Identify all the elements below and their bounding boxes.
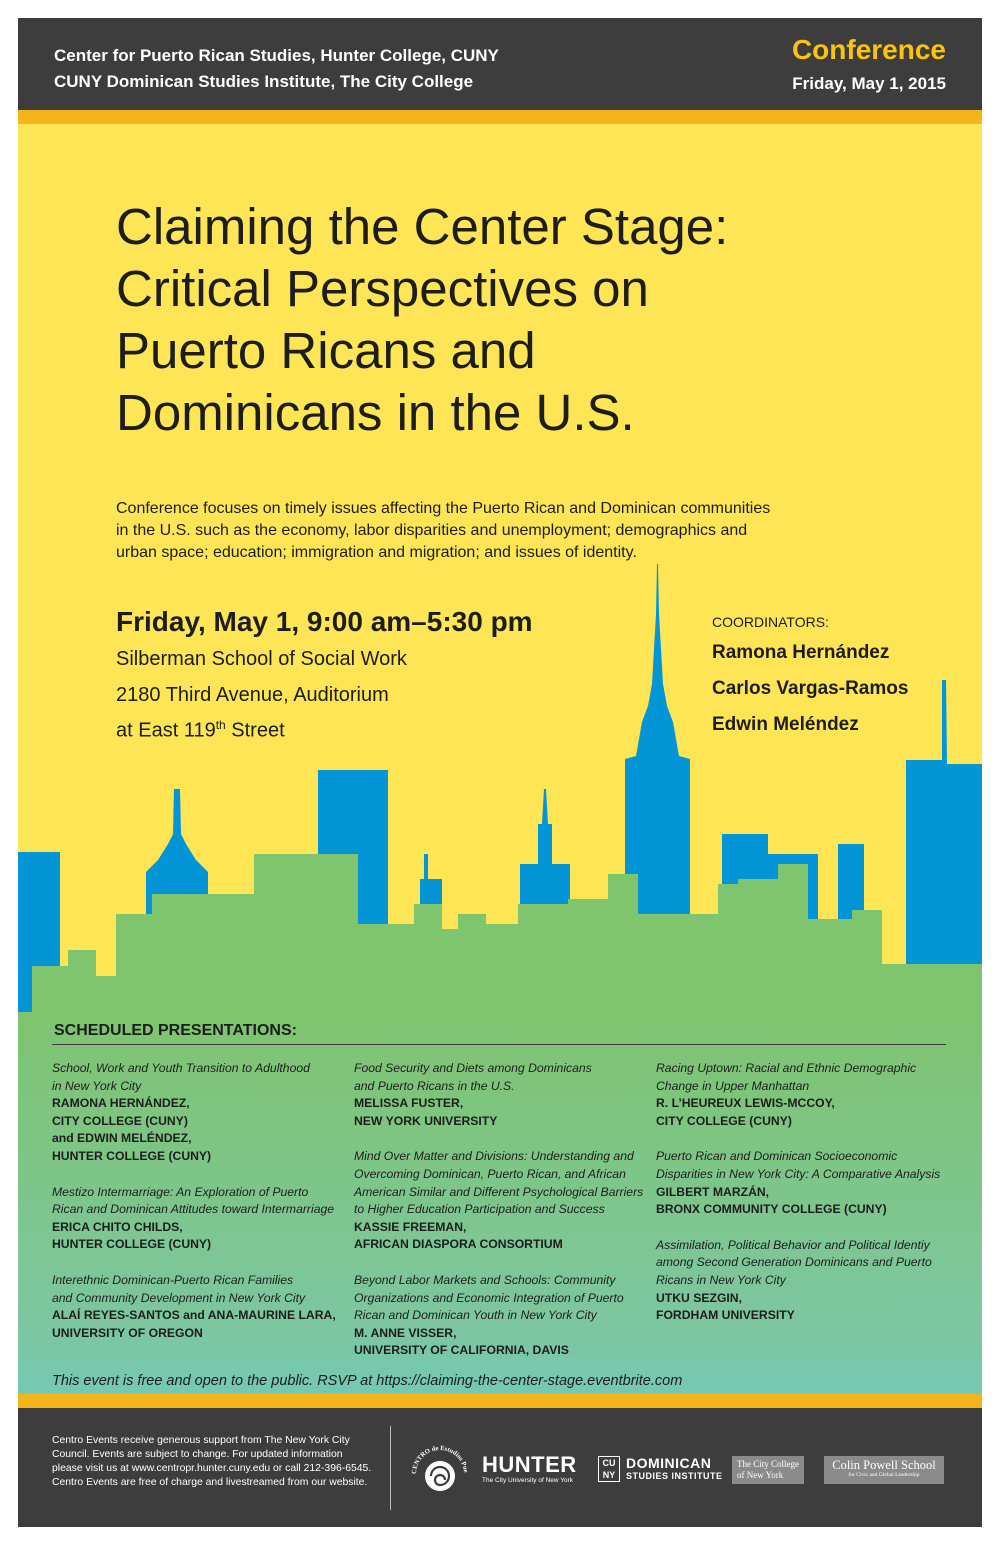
cps-logo-name: Colin Powell School <box>832 1458 936 1472</box>
cross-street-prefix: at East 119 <box>116 719 216 742</box>
presentation-title-line: Racing Uptown: Racial and Ethnic Demographic <box>656 1061 917 1075</box>
presentation-title-line: Rican and Dominican Attitudes toward Intermarriage <box>52 1202 335 1217</box>
title-line-1: Claiming the Center Stage: <box>116 198 729 255</box>
conference-title <box>116 196 936 444</box>
venue-name: Silberman School of Social Work <box>116 648 407 670</box>
presentation-title-line: Overcoming Dominican, Puerto Rican, and African <box>354 1166 626 1181</box>
support-line: please visit us at www.centropr.hunter.cuny.edu or call 212-396-6545. <box>52 1463 372 1474</box>
schedule-column <box>354 1060 644 1378</box>
coordinator-name: Edwin Meléndez <box>712 714 859 735</box>
support-line: Centro Events receive generous support from The New York City <box>52 1435 350 1446</box>
presenter-line: AFRICAN DIASPORA CONSORTIUM <box>354 1237 563 1252</box>
presentation-title-line: Puerto Rican and Dominican Socioeconomic <box>656 1149 898 1164</box>
conference-description <box>116 498 886 564</box>
colin-powell-school-logo <box>824 1456 944 1484</box>
coordinator-name: Ramona Hernández <box>712 642 890 663</box>
presenter-line: and EDWIN MELÉNDEZ, <box>52 1131 192 1146</box>
organizer-line-2: CUNY Dominican Studies Institute, The City College <box>54 72 474 91</box>
presentation-title-line: Mestizo Intermarriage: An Exploration of Puerto <box>52 1184 309 1199</box>
dsi-logo-line-2: STUDIES INSTITUTE <box>626 1471 723 1481</box>
rsvp-notice: This event is free and open to the public. RSVP at https://claiming-the-center-stage.eventbrite.com <box>52 1373 683 1389</box>
event-type-label: Conference <box>791 34 946 65</box>
presentation-title-line: Organizations and Economic Integration of Puerto <box>354 1290 624 1305</box>
schedule-column <box>52 1060 342 1360</box>
centro-logo-text: CENTRO de Estudios Pue <box>410 1444 469 1475</box>
presentation-title-line: and Community Development in New York City <box>52 1290 306 1305</box>
description-line-1: Conference focuses on timely issues affecting the Puerto Rican and Dominican communities <box>116 500 771 517</box>
presenter-line: MELISSA FUSTER, <box>354 1096 464 1111</box>
dsi-logo-text <box>626 1456 723 1482</box>
event-date-label: Friday, May 1, 2015 <box>792 74 946 93</box>
coordinator-name: Carlos Vargas-Ramos <box>712 678 909 699</box>
presenter-line: ALAÍ REYES-SANTOS and ANA-MAURINE LARA, <box>52 1308 336 1323</box>
presenter-line: UNIVERSITY OF OREGON <box>52 1325 203 1340</box>
title-line-4: Dominicans in the U.S. <box>116 384 635 441</box>
presentation-title-line: Rican and Dominican Youth in New York City <box>354 1308 597 1323</box>
venue-cross-street <box>116 718 285 743</box>
cross-street-ordinal: th <box>215 718 226 732</box>
cuny-mark-line: CU <box>602 1458 616 1468</box>
presentation-title-line: among Second Generation Dominicans and Puerto <box>656 1255 932 1270</box>
support-line: Centro Events are free of charge and livestreamed from our website. <box>52 1477 368 1488</box>
hunter-college-logo <box>482 1454 577 1485</box>
presentation-title-line: and Puerto Ricans in the U.S. <box>354 1078 515 1093</box>
presentation-title-line: School, Work and Youth Transition to Adulthood <box>52 1061 310 1075</box>
cuny-mark-line: NY <box>602 1470 616 1480</box>
footer-bar <box>18 1408 982 1527</box>
presentation-entry <box>52 1184 342 1254</box>
presentation-title-line: in New York City <box>52 1078 142 1093</box>
schedule-divider <box>52 1044 946 1045</box>
hunter-logo-name: HUNTER <box>482 1452 577 1477</box>
presentation-title-line: Disparities in New York City: A Comparative Analysis <box>656 1166 941 1181</box>
presenter-line: HUNTER COLLEGE (CUNY) <box>52 1148 212 1163</box>
cps-logo-subtitle: for Civic and Global Leadership <box>848 1472 920 1478</box>
presenter-line: GILBERT MARZÁN, <box>656 1184 770 1199</box>
support-line: Council. Events are subject to change. For updated information <box>52 1449 343 1460</box>
presentation-entry <box>656 1148 946 1218</box>
ccny-logo-line-2: of New York <box>737 1470 784 1480</box>
city-college-logo <box>732 1456 804 1484</box>
presenter-line: BRONX COMMUNITY COLLEGE (CUNY) <box>656 1202 887 1217</box>
presentation-entry <box>52 1272 342 1342</box>
presenter-line: KASSIE FREEMAN, <box>354 1219 467 1234</box>
centro-logo <box>404 1434 476 1506</box>
coordinators-label: COORDINATORS: <box>712 614 829 630</box>
presentation-entry <box>656 1060 946 1130</box>
presenter-line: HUNTER COLLEGE (CUNY) <box>52 1237 212 1252</box>
event-datetime: Friday, May 1, 9:00 am–5:30 pm <box>116 606 533 637</box>
dominican-studies-institute-logo <box>598 1456 723 1482</box>
presentation-title-line: Ricans in New York City <box>656 1272 786 1287</box>
presenter-line: UTKU SEZGIN, <box>656 1290 742 1305</box>
footer-accent-stripe <box>18 1394 982 1408</box>
presentation-title-line: Mind Over Matter and Divisions: Understanding and <box>354 1149 634 1164</box>
description-line-3: urban space; education; immigration and migration; and issues of identity. <box>116 544 637 561</box>
presentation-entry <box>656 1237 946 1325</box>
presenter-line: R. L’HEUREUX LEWIS-MCCOY, <box>656 1096 835 1111</box>
poster-body <box>18 124 982 1394</box>
description-line-2: in the U.S. such as the economy, labor disparities and unemployment; demographics and <box>116 522 748 539</box>
ccny-logo-line-1: The City College <box>737 1459 799 1469</box>
presenter-line: UNIVERSITY OF CALIFORNIA, DAVIS <box>354 1343 569 1358</box>
footer-divider <box>390 1426 391 1510</box>
schedule-column <box>656 1060 946 1343</box>
presenter-line: CITY COLLEGE (CUNY) <box>656 1113 792 1128</box>
organizer-line-1: Center for Puerto Rican Studies, Hunter College, CUNY <box>54 46 499 65</box>
presentation-entry <box>354 1272 644 1360</box>
presentation-title-line: Beyond Labor Markets and Schools: Community <box>354 1272 616 1287</box>
cross-street-suffix: Street <box>225 719 285 742</box>
cuny-mark-icon <box>598 1456 620 1482</box>
presentation-title-line: Change in Upper Manhattan <box>656 1078 810 1093</box>
title-line-2: Critical Perspectives on <box>116 260 649 317</box>
conference-poster <box>18 18 982 1527</box>
venue-address: 2180 Third Avenue, Auditorium <box>116 684 389 706</box>
title-line-3: Puerto Ricans and <box>116 322 536 379</box>
presenter-line: FORDHAM UNIVERSITY <box>656 1308 795 1323</box>
header-bar <box>18 18 982 110</box>
presentation-entry <box>354 1060 644 1130</box>
presenter-line: M. ANNE VISSER, <box>354 1325 457 1340</box>
presentation-entry <box>354 1148 644 1254</box>
presentation-title-line: to Higher Education Participation and Success <box>354 1202 605 1217</box>
presentation-title-line: Food Security and Diets among Dominicans <box>354 1061 592 1075</box>
dsi-logo-line-1: DOMINICAN <box>626 1455 712 1471</box>
hunter-logo-subtitle: The City University of New York <box>482 1477 574 1484</box>
presentation-title-line: American Similar and Different Psychological Barriers <box>354 1184 644 1199</box>
support-notice <box>52 1434 382 1490</box>
presentation-title-line: Interethnic Dominican-Puerto Rican Families <box>52 1272 294 1287</box>
presentation-title-line: Assimilation, Political Behavior and Political Identiy <box>656 1237 930 1252</box>
header-accent-stripe <box>18 110 982 124</box>
schedule-heading: SCHEDULED PRESENTATIONS: <box>54 1022 297 1039</box>
presenter-line: ERICA CHITO CHILDS, <box>52 1219 183 1234</box>
presentation-entry <box>52 1060 342 1166</box>
presenter-line: RAMONA HERNÁNDEZ, <box>52 1096 190 1111</box>
presenter-line: CITY COLLEGE (CUNY) <box>52 1113 188 1128</box>
presenter-line: NEW YORK UNIVERSITY <box>354 1113 498 1128</box>
